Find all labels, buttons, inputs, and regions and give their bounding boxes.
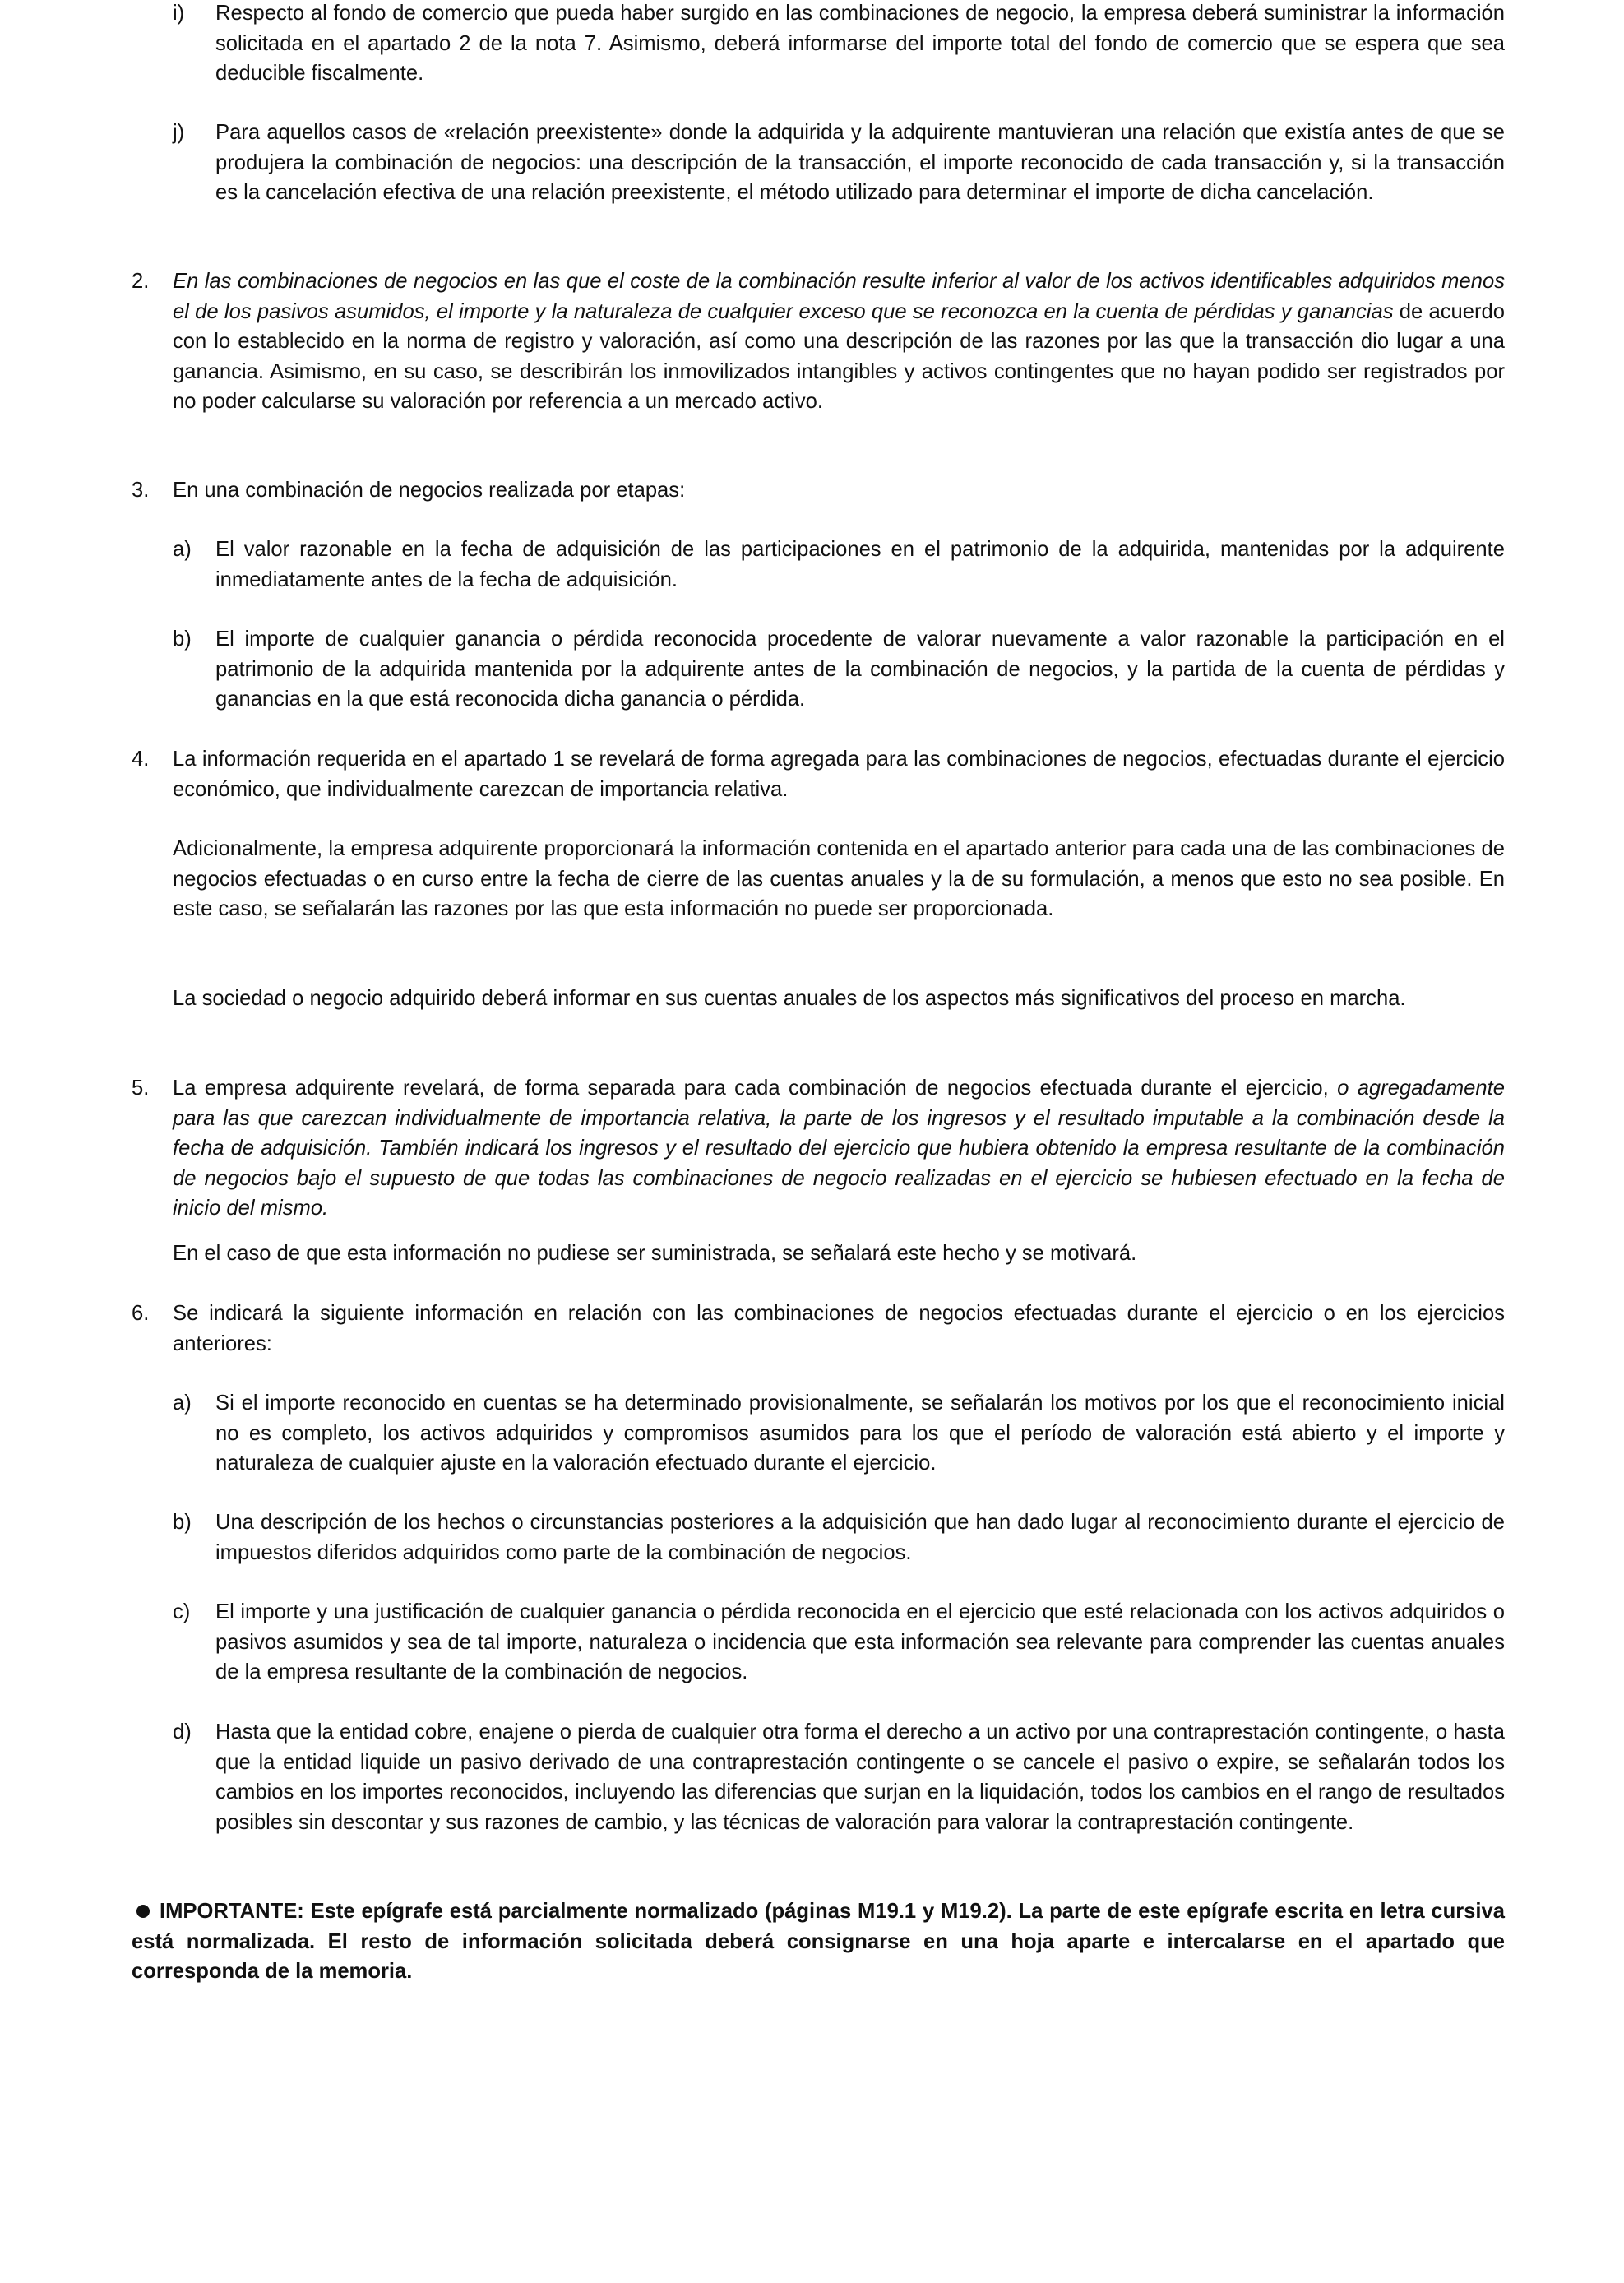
normalized-italic-text: o agregadamente para las que carezcan individualmente de importancia relativa, la parte de los ingresos y el resultado imputable a la combinación desde la fecha de adquisición. También indicará los ingresos y el resultado del ejercicio que hubiera obtenido la empresa resultante de la combinación de negocios bajo el supuesto de que todas las combinaciones de negocio realizadas en el ejercicio se hubiesen efectuado en la fecha de inicio del mismo. bbox=[173, 1077, 1505, 1220]
subitem-1-j bbox=[173, 118, 1505, 208]
section-number: 3. bbox=[132, 479, 150, 502]
section-text: La información requerida en el apartado 1 se revelará de forma agregada para las combinaciones de negocios, efectuadas durante el ejercicio económico, que individualmente carezcan de importancia relativa. bbox=[173, 748, 1505, 801]
important-note bbox=[132, 1896, 1505, 1987]
subitem-6-d bbox=[173, 1717, 1505, 1837]
section-2 bbox=[132, 266, 1505, 417]
section-4-paragraph-3: La sociedad o negocio adquirido deberá informar en sus cuentas anuales de los aspectos más significativos del proceso en marcha. bbox=[173, 987, 1406, 1010]
subitem-label: i) bbox=[173, 2, 185, 25]
subitem-text: El importe y una justificación de cualquier ganancia o pérdida reconocida en el ejercicio que esté relacionada con los activos adquiridos o pasivos asumidos y sea de tal importe, naturaleza o incidencia que esta información sea relevante para comprender las cuentas anuales de la empresa resultante de la combinación de negocios. bbox=[215, 1600, 1505, 1683]
section-6 bbox=[132, 1299, 1505, 1359]
important-note-text: IMPORTANTE: Este epígrafe está parcialmente normalizado (páginas M19.1 y M19.2). La parte de este epígrafe escrita en letra cursiva está normalizada. El resto de información solicitada deberá consignarse en una hoja aparte e intercalarse en el apartado que corresponda de la memoria. bbox=[132, 1900, 1505, 1983]
subitem-6-a bbox=[173, 1388, 1505, 1479]
section-number: 4. bbox=[132, 748, 150, 771]
bullet-icon bbox=[136, 1905, 150, 1918]
subitem-label: j) bbox=[173, 121, 185, 144]
subitem-text: Hasta que la entidad cobre, enajene o pierda de cualquier otra forma el derecho a un activo por una contraprestación contingente, o hasta que la entidad liquide un pasivo derivado de una contraprestación contingente o se cancele el pasivo o expire, se señalarán todos los cambios en los importes reconocidos, incluyendo las diferencias que surjan en la liquidación, todos los cambios en el rango de resultados posibles sin descontar y sus razones de cambio, y las técnicas de valoración para valorar la contraprestación contingente. bbox=[215, 1720, 1505, 1834]
normalized-italic-text: En las combinaciones de negocios en las que el coste de la combinación resulte inferior al valor de los activos identificables adquiridos menos el de los pasivos asumidos, el importe y la naturaleza de cualquier exceso que se reconozca en la cuenta de pérdidas y ganancias bbox=[173, 270, 1505, 323]
section-text bbox=[173, 1073, 1505, 1224]
subitem-text: Para aquellos casos de «relación preexistente» donde la adquirida y la adquirente mantuvieran una relación que existía antes de que se produjera la combinación de negocios: una descripción de la transacción, el importe reconocido de cada transacción y, si la transacción es la cancelación efectiva de una relación preexistente, el método utilizado para determinar el importe de dicha cancelación. bbox=[215, 121, 1505, 204]
subitem-text: Una descripción de los hechos o circunstancias posteriores a la adquisición que han dado lugar al reconocimiento durante el ejercicio de impuestos diferidos adquiridos como parte de la combinación de negocios. bbox=[215, 1511, 1505, 1564]
section-number: 2. bbox=[132, 270, 150, 293]
subitem-3-b bbox=[173, 624, 1505, 715]
subitem-6-c bbox=[173, 1597, 1505, 1688]
subitem-label: c) bbox=[173, 1600, 191, 1623]
section-5-paragraph-2: En el caso de que esta información no pudiese ser suministrada, se señalará este hecho y se motivará. bbox=[173, 1242, 1137, 1265]
section-text-normal: La empresa adquirente revelará, de forma separada para cada combinación de negocios efectuada durante el ejercicio, bbox=[173, 1077, 1338, 1100]
subitem-label: a) bbox=[173, 1392, 192, 1415]
section-4 bbox=[132, 744, 1505, 804]
section-number: 6. bbox=[132, 1302, 150, 1325]
section-number: 5. bbox=[132, 1077, 150, 1100]
subitem-label: b) bbox=[173, 1511, 192, 1534]
section-text: Se indicará la siguiente información en relación con las combinaciones de negocios efectuadas durante el ejercicio o en los ejercicios anteriores: bbox=[173, 1302, 1505, 1355]
subitem-label: d) bbox=[173, 1720, 192, 1744]
subitem-6-b bbox=[173, 1507, 1505, 1568]
section-text bbox=[173, 266, 1505, 417]
section-4-paragraph-2: Adicionalmente, la empresa adquirente proporcionará la información contenida en el apartado anterior para cada una de las combinaciones de negocios efectuadas o en curso entre la fecha de cierre de las cuentas anuales y la de su formulación, a menos que esto no sea posible. En este caso, se señalarán las razones por las que esta información no puede ser proporcionada. bbox=[173, 837, 1505, 920]
section-3 bbox=[132, 475, 1505, 506]
subitem-text: El valor razonable en la fecha de adquisición de las participaciones en el patrimonio de la adquirida, mantenidas por la adquirente inmediatamente antes de la fecha de adquisición. bbox=[215, 538, 1505, 591]
subitem-text: El importe de cualquier ganancia o pérdida reconocida procedente de valorar nuevamente a valor razonable la participación en el patrimonio de la adquirida mantenida por la adquirente antes de la combinación de negocios, y la partida de la cuenta de pérdidas y ganancias en la que está reconocida dicha ganancia o pérdida. bbox=[215, 627, 1505, 711]
subitem-label: a) bbox=[173, 538, 192, 561]
subitem-3-a bbox=[173, 535, 1505, 595]
subitem-1-i bbox=[173, 0, 1505, 89]
section-text-rest: de acuerdo con lo establecido en la norma de registro y valoración, así como una descripción de las razones por las que la transacción dio lugar a una ganancia. Asimismo, en su caso, se describirán los inmovilizados intangibles y activos contingentes que no hayan podido ser registrados por no poder calcularse su valoración por referencia a un mercado activo. bbox=[173, 299, 1505, 413]
section-5 bbox=[132, 1073, 1505, 1224]
subitem-text: Respecto al fondo de comercio que pueda haber surgido en las combinaciones de negocio, la empresa deberá suministrar la información solicitada en el apartado 2 de la nota 7. Asimismo, deberá informarse del importe total del fondo de comercio que se espera que sea deducible fiscalmente. bbox=[215, 2, 1505, 85]
subitem-text: Si el importe reconocido en cuentas se ha determinado provisionalmente, se señalarán los motivos por los que el reconocimiento inicial no es completo, los activos adquiridos y compromisos asumidos para los que el período de valoración está abierto y el importe y naturaleza de cualquier ajuste en la valoración efectuado durante el ejercicio. bbox=[215, 1392, 1505, 1475]
subitem-label: b) bbox=[173, 627, 192, 651]
section-text: En una combinación de negocios realizada por etapas: bbox=[173, 479, 686, 502]
